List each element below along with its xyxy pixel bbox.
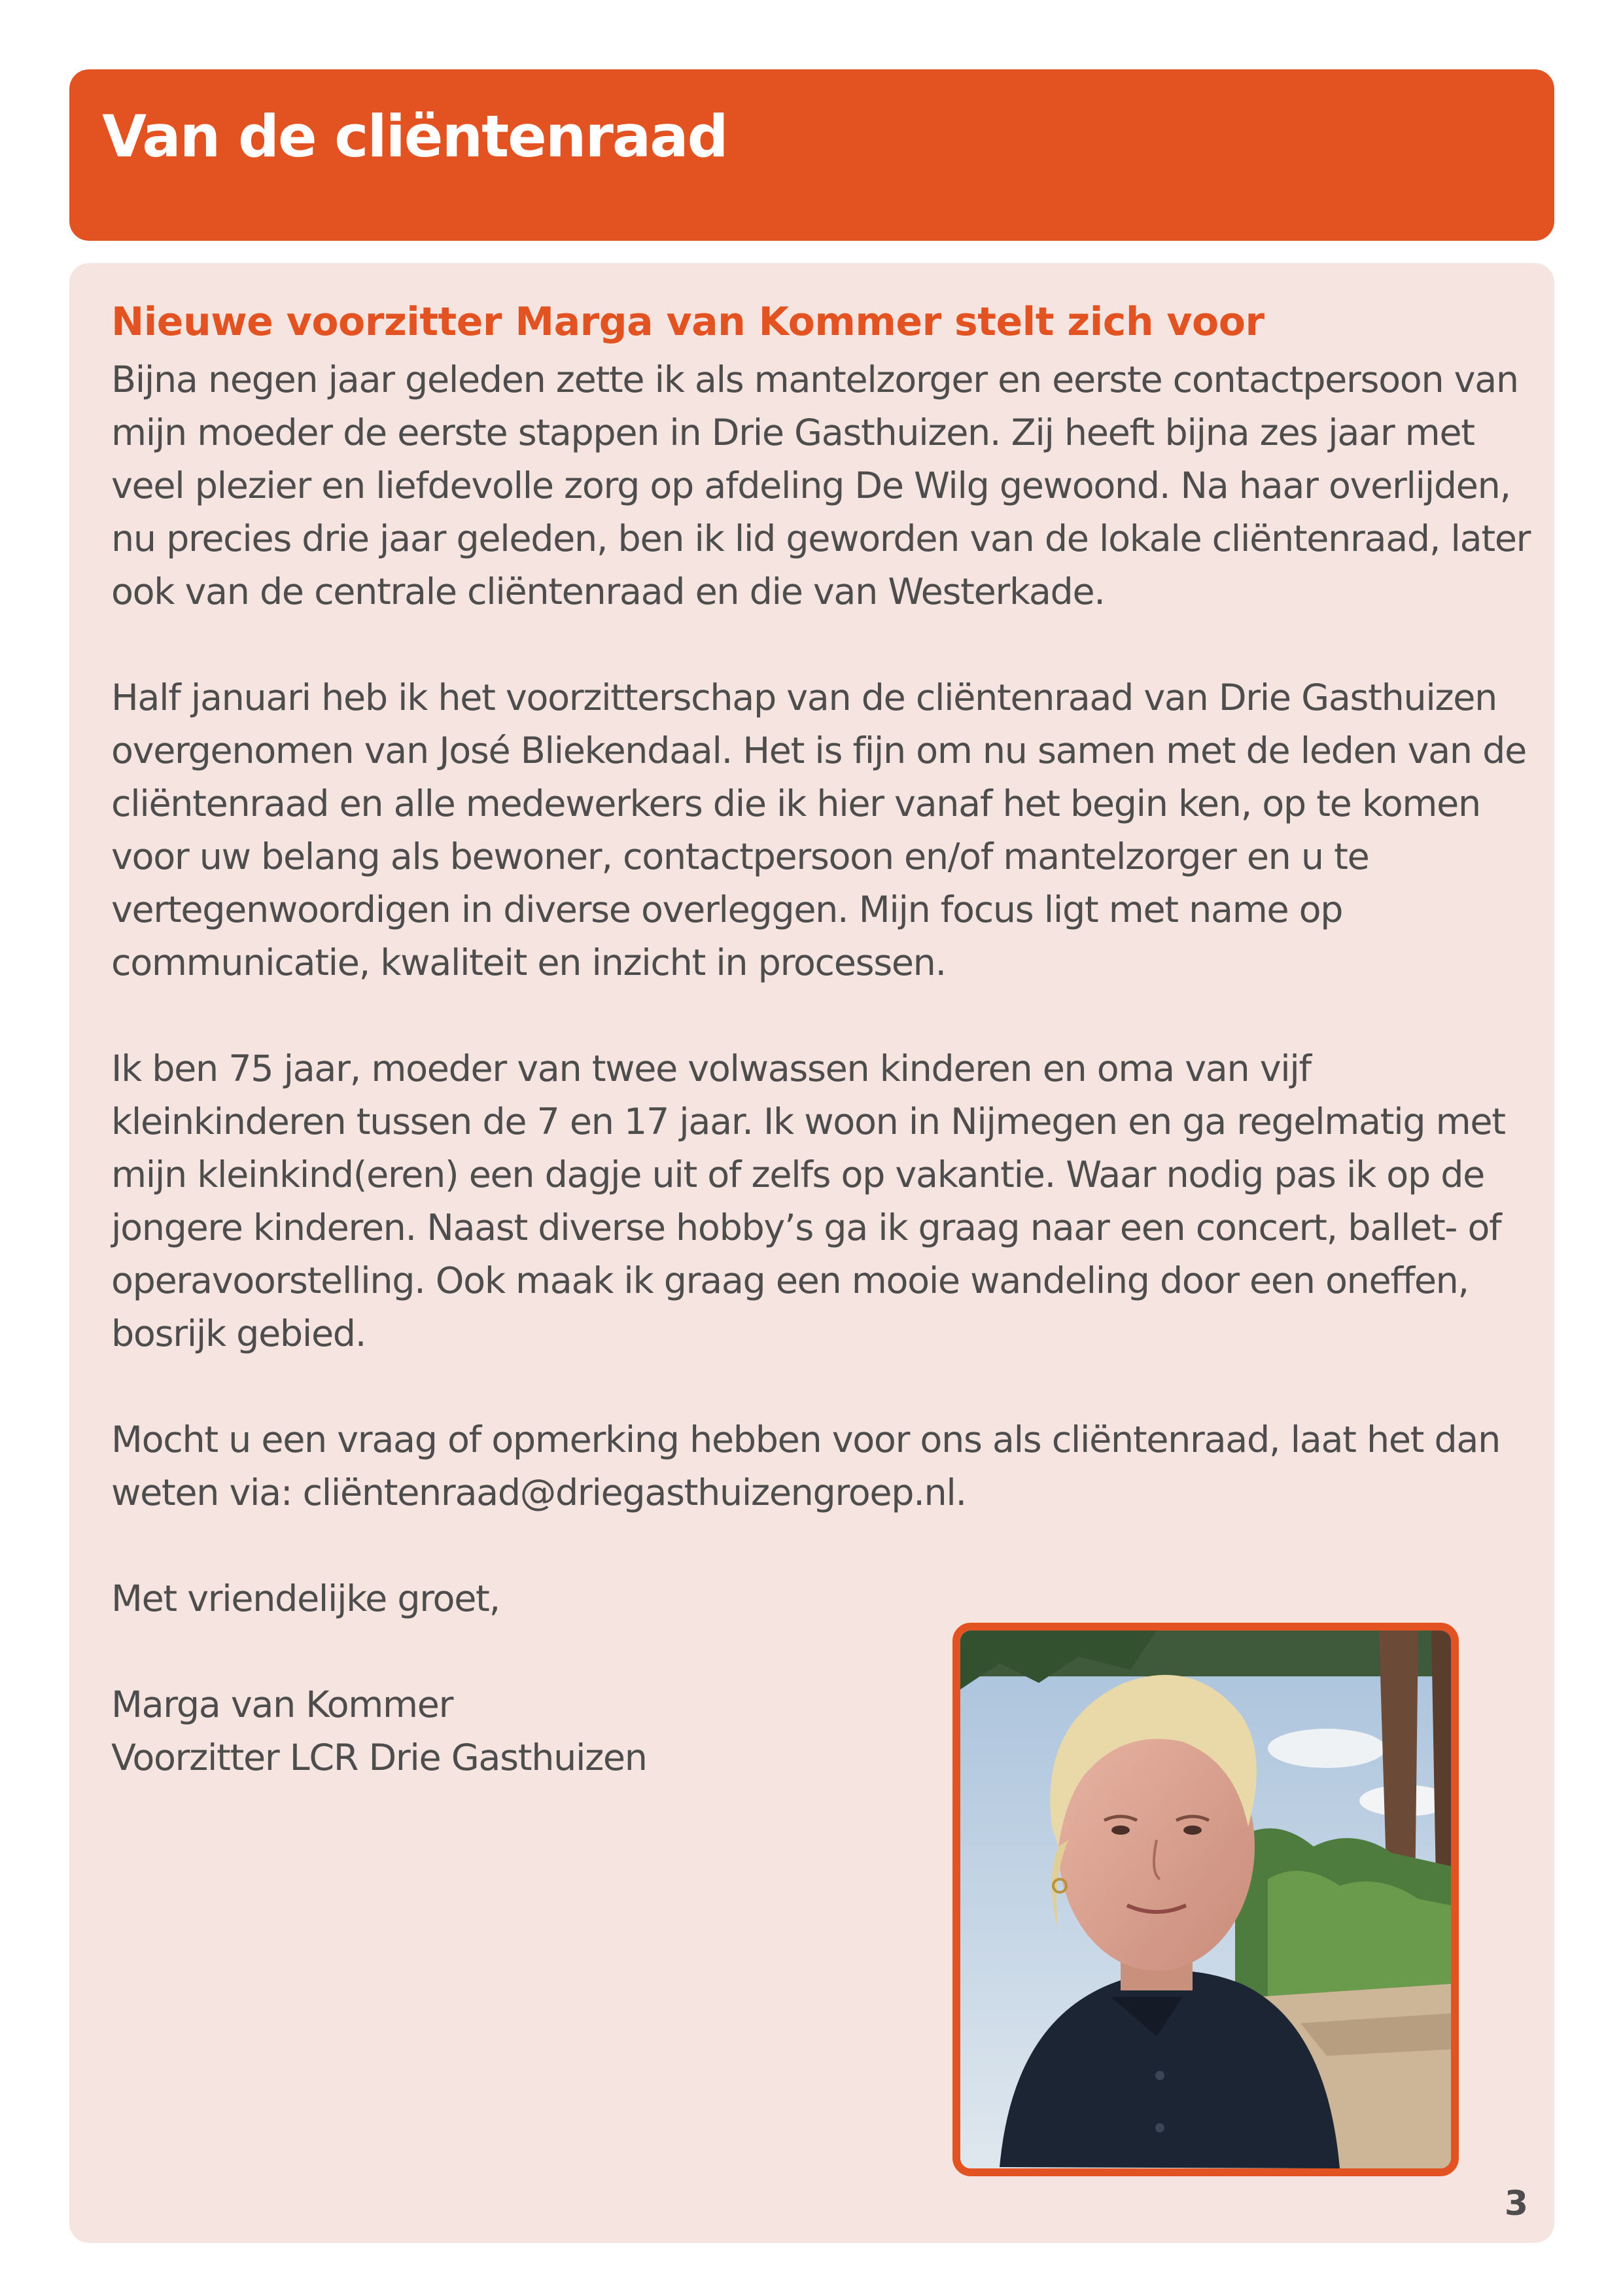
article-panel (69, 263, 1554, 2243)
page-number: 3 (1504, 2184, 1528, 2223)
paragraph-3: Ik ben 75 jaar, moeder van twee volwassen kinderen en oma van vijf kleinkinderen tussen de 7 en 17 jaar. Ik woon in Nijmegen en ga regelmatig met mijn kleinkind(eren) een dagje uit of zelfs op vakantie. Waar nodig pas ik op de jongere kinderen. Naast diverse hobby’s ga ik graag naar een concert, ballet- of operavoorstelling. Ook maak ik graag een mooie wandeling door een oneffen, bosrijk gebied. (111, 1048, 1505, 1355)
paragraph-2: Half januari heb ik het voorzitterschap van de cliëntenraad van Drie Gasthuizen overgenomen van José Bliekendaal. Het is fijn om nu samen met de leden van de cliëntenraad en alle medewerkers die ik hier vanaf het begin ken, op te komen voor uw belang als bewoner, contactpersoon en/of mantelzorger en u te vertegenwoordigen in diverse overleggen. Mijn focus ligt met name op communicatie, kwaliteit en inzicht in processen. (111, 677, 1526, 984)
greeting: Met vriendelijke groet, (111, 1578, 500, 1620)
signature-role: Voorzitter LCR Drie Gasthuizen (111, 1737, 647, 1779)
article-body (111, 353, 1537, 1784)
section-title: Van de cliëntenraad (102, 103, 727, 170)
paragraph-1: Bijna negen jaar geleden zette ik als mantelzorger en eerste contactpersoon van mijn moeder de eerste stappen in Drie Gasthuizen. Zij heeft bijna zes jaar met veel plezier en liefdevolle zorg op afdeling De Wilg gewoond. Na haar overlijden, nu precies drie jaar geleden, ben ik lid geworden van de lokale cliëntenraad, later ook van de centrale cliëntenraad en die van Westerkade. (111, 359, 1531, 613)
signature-name: Marga van Kommer (111, 1684, 453, 1726)
article-title: Nieuwe voorzitter Marga van Kommer stelt zich voor (111, 299, 1265, 345)
portrait-photo (952, 1623, 1459, 2176)
portrait-image (960, 1631, 1451, 2168)
paragraph-4: Mocht u een vraag of opmerking hebben voor ons als cliëntenraad, laat het dan weten via: cliëntenraad@driegasthuizengroep.nl. (111, 1419, 1500, 1514)
section-header (69, 69, 1554, 241)
